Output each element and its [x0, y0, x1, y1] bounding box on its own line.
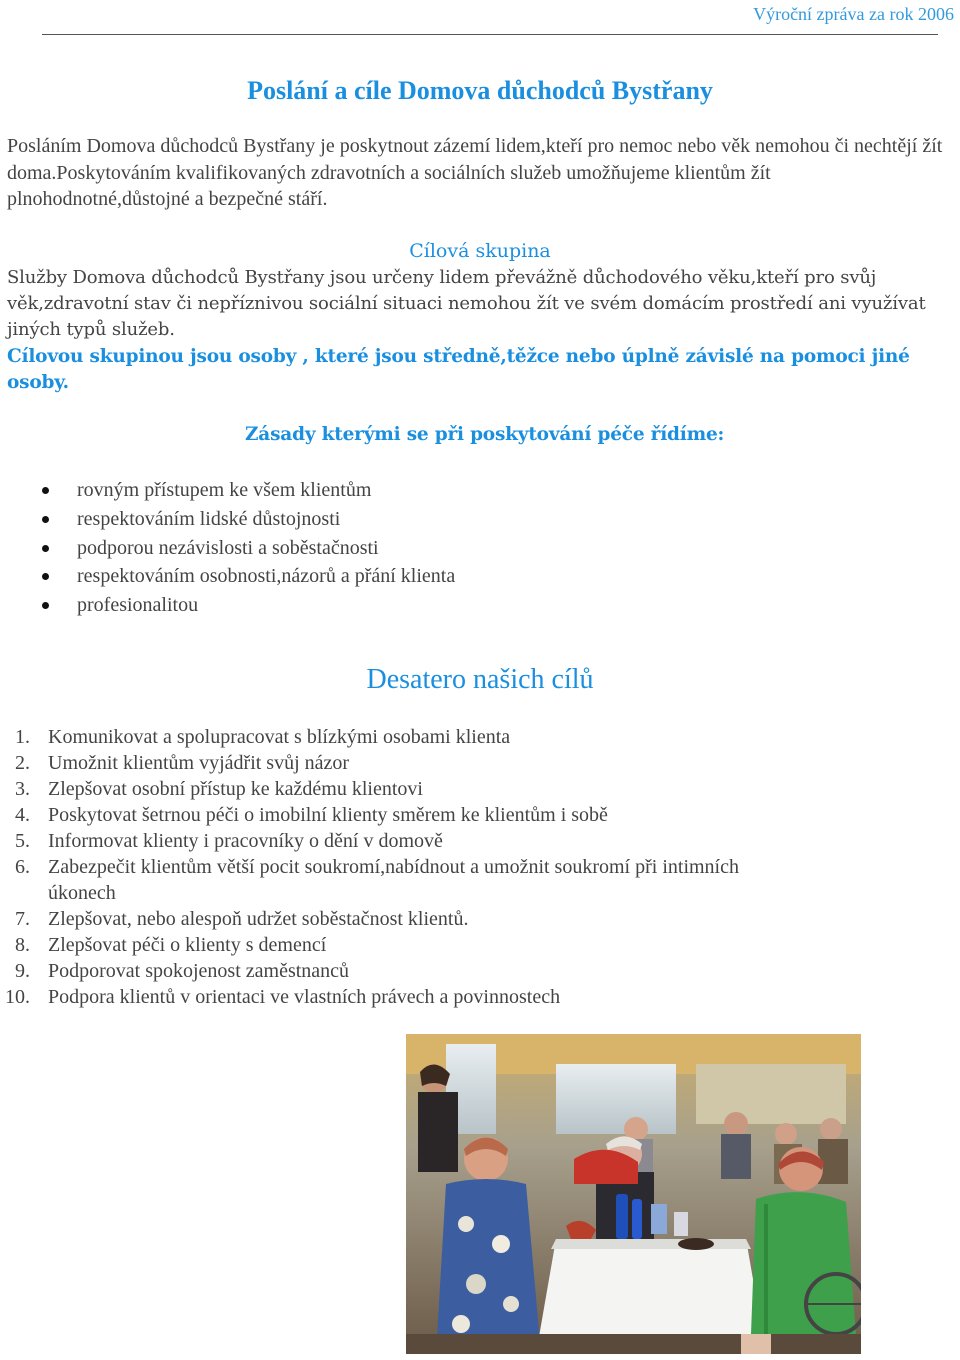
mission-title: Poslání a cíle Domova důchodců Bystřany [247, 76, 713, 105]
bullet-icon [42, 573, 49, 580]
goal-number: 5. [15, 830, 30, 852]
goal-text: Podporovat spokojenost zaměstnanců [48, 960, 350, 982]
principle-text: rovným přístupem ke všem klientům [77, 479, 372, 501]
goal-text: Komunikovat a spolupracovat s blízkými osobami klienta [48, 726, 511, 748]
list-item [0, 476, 455, 505]
goal-number: 4. [15, 804, 30, 826]
goal-number: 8. [15, 934, 30, 956]
bullet-icon [42, 516, 49, 523]
list-item [0, 958, 960, 984]
goals-title: Desatero našich cílů [366, 664, 594, 695]
goal-text: Zlepšovat, nebo alespoň udržet soběstačnost klientů. [48, 908, 469, 930]
target-group-paragraph: Služby Domova důchodců Bystřany jsou určeny lidem převážně důchodového věku,kteří pro svůj věk,zdravotní stav či nepříznivou sociální situaci nemohou žít ve svém domácím prostředí ani využívat jiných typů služeb. [7, 267, 926, 340]
bullet-icon [42, 602, 49, 609]
list-item [0, 932, 960, 958]
goal-text: Zabezpečit klientům větší pocit soukromí,nabídnout a umožnit soukromí při intimních úkonech [48, 856, 739, 904]
list-item [0, 984, 960, 1010]
list-item [0, 562, 455, 591]
list-item [0, 591, 455, 620]
principle-text: respektováním lidské důstojnosti [77, 507, 341, 530]
goal-number: 6. [15, 856, 30, 878]
list-item [0, 828, 960, 854]
goal-text: Umožnit klientům vyjádřit svůj názor [48, 752, 350, 774]
goal-text: Zlepšovat osobní přístup ke každému klientovi [48, 778, 423, 800]
principle-text: respektováním osobnosti,názorů a přání klienta [77, 565, 456, 588]
list-item [0, 776, 960, 802]
residents-photo [406, 1034, 861, 1354]
goal-number: 2. [15, 752, 30, 774]
list-item [0, 854, 808, 906]
goal-number: 1. [15, 726, 30, 748]
goal-number: 7. [15, 908, 30, 930]
goal-number: 9. [15, 960, 30, 982]
goal-text: Zlepšovat péči o klienty s demencí [48, 934, 327, 956]
list-item [0, 750, 960, 776]
list-item [0, 534, 455, 563]
list-item [0, 802, 960, 828]
header-divider [42, 34, 938, 35]
target-group-highlight: Cílovou skupinou jsou osoby , které jsou středně,těžce nebo úplně závislé na pomoci jiné osoby. [7, 346, 910, 393]
mission-paragraph: Posláním Domova důchodců Bystřany je poskytnout zázemí lidem,kteří pro nemoc nebo věk nemohou či nechtějí žít doma.Poskytováním kvalifikovaných zdravotních a sociálních služeb umožňujeme klientům žít plnohodnotné,důstojné a bezpečné stáří. [7, 135, 943, 210]
goal-number: 3. [15, 778, 30, 800]
report-header-title: Výroční zpráva za rok 2006 [753, 4, 954, 24]
principle-text: profesionalitou [77, 594, 199, 617]
principles-title: Zásady kterými se při poskytování péče řídíme: [245, 424, 725, 445]
list-item [0, 906, 960, 932]
bullet-icon [42, 487, 49, 494]
goal-text: Informovat klienty i pracovníky o dění v domově [48, 830, 443, 852]
list-item [0, 724, 960, 750]
bullet-icon [42, 545, 49, 552]
list-item [0, 505, 455, 534]
goal-number: 10. [5, 986, 30, 1008]
goal-text: Poskytovat šetrnou péči o imobilní klienty směrem ke klientům i sobě [48, 804, 608, 826]
goal-text: Podpora klientů v orientaci ve vlastních právech a povinnostech [48, 986, 561, 1008]
goals-list [0, 724, 960, 1010]
target-group-title: Cílová skupina [409, 240, 551, 262]
principles-list [0, 476, 455, 620]
principle-text: podporou nezávislosti a soběstačnosti [77, 536, 379, 559]
